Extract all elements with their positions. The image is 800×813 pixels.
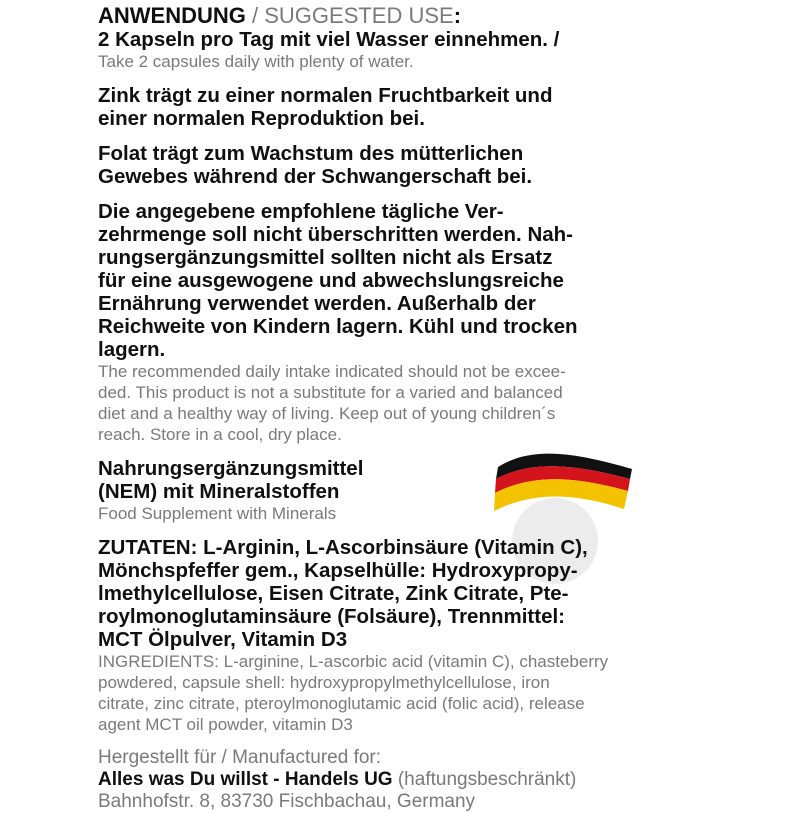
product-type-de-line: Nahrungsergänzungsmittel: [98, 457, 364, 480]
warning-en-line: reach. Store in a cool, dry place.: [98, 425, 342, 444]
usage-heading-sep: /: [245, 3, 265, 28]
warning-en-line: diet and a healthy way of living. Keep out of young children´s: [98, 404, 556, 423]
usage-line-en: Take 2 capsules daily with plenty of water.: [98, 52, 414, 71]
zinc-claim-line: einer normalen Reproduktion bei.: [98, 107, 425, 130]
product-label-text: [98, 4, 738, 813]
ingredients-de-line: MCT Ölpulver, Vitamin D3: [98, 628, 348, 651]
warning-de-line: für eine ausgewogene und abwechslungsreiche: [98, 269, 564, 292]
zinc-claim-line: Zink trägt zu einer normalen Fruchtbarkeit und: [98, 84, 553, 107]
warning-de-line: Die angegebene empfohlene tägliche Ver-: [98, 200, 504, 223]
manufacturer-address: Bahnhofstr. 8, 83730 Fischbachau, Germany: [98, 791, 476, 812]
warning-de-line: Reichweite von Kindern lagern. Kühl und trocken: [98, 315, 578, 338]
ingredients-en-line: INGREDIENTS: L-arginine, L-ascorbic acid (vitamin C), chasteberry: [98, 652, 609, 671]
folate-claim-line: Folat trägt zum Wachstum des mütterlichen: [98, 142, 524, 165]
warning-en-line: ded. This product is not a substitute for a varied and balanced: [98, 383, 563, 402]
warning-de-line: zehrmenge soll nicht überschritten werden. Nah-: [98, 223, 574, 246]
manufacturer-suffix: (haftungsbeschränkt): [392, 769, 577, 790]
ingredients-en-line: powdered, capsule shell: hydroxypropylmethylcellulose, iron: [98, 673, 550, 692]
ingredients-en-line: agent MCT oil powder, vitamin D3: [98, 715, 353, 734]
manufacturer-block: [98, 747, 738, 813]
product-type-block: [98, 457, 738, 524]
warning-de-line: Ernährung verwendet werden. Außerhalb der: [98, 292, 536, 315]
folate-claim-line: Gewebes während der Schwangerschaft bei.: [98, 165, 533, 188]
product-type-en: Food Supplement with Minerals: [98, 504, 337, 523]
ingredients-de-line: lmethylcellulose, Eisen Citrate, Zink Citrate, Pte-: [98, 582, 569, 605]
usage-heading: [98, 4, 738, 28]
usage-heading-en: SUGGESTED USE: [264, 3, 454, 28]
warning-en-line: The recommended daily intake indicated should not be excee-: [98, 362, 566, 381]
manufacturer-label: Hergestellt für / Manufactured for:: [98, 747, 382, 768]
manufacturer-name: Alles was Du willst - Handels UG: [98, 769, 393, 790]
usage-heading-de: ANWENDUNG: [98, 3, 246, 28]
ingredients-de-line: ZUTATEN: L-Arginin, L-Ascorbinsäure (Vitamin C),: [98, 536, 588, 559]
ingredients-en-line: citrate, zinc citrate, pteroylmonoglutamic acid (folic acid), release: [98, 694, 585, 713]
warning-de-line: lagern.: [98, 338, 166, 361]
warning-de-line: rungsergänzungsmittel sollten nicht als Ersatz: [98, 246, 553, 269]
usage-line-de: 2 Kapseln pro Tag mit viel Wasser einnehmen. /: [98, 28, 560, 51]
usage-heading-colon: :: [453, 3, 462, 28]
product-type-de-line: (NEM) mit Mineralstoffen: [98, 480, 340, 503]
ingredients-de-line: roylmonoglutaminsäure (Folsäure), Trennmittel:: [98, 605, 566, 628]
ingredients-de-line: Mönchspfeffer gem., Kapselhülle: Hydroxypropy-: [98, 559, 578, 582]
